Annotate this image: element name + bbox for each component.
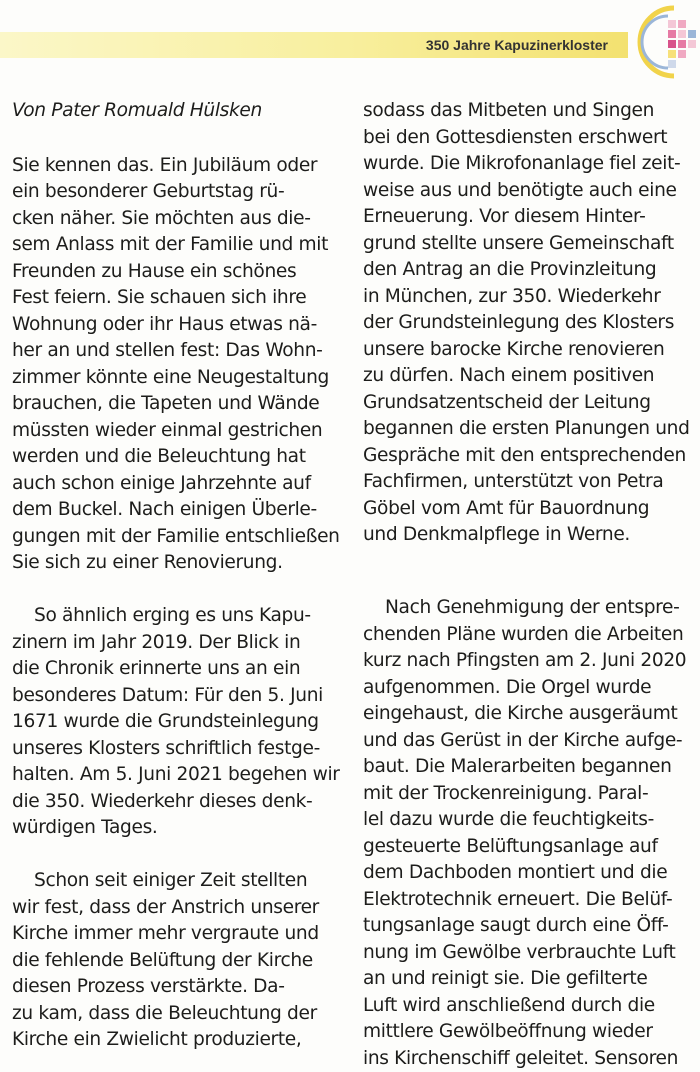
running-header-title: 350 Jahre Kapuzinerkloster xyxy=(425,37,608,53)
paragraph: Schon seit einiger Zeit stellten wir fest, dass der Anstrich unserer Kirche immer mehr vergraute und die fehlende Belüftung der Kirche diesen Prozess verstärkte. Da- zu kam, dass die Beleuchtung der Kirche ein Zwielicht produzierte, xyxy=(12,870,319,1050)
paragraph: sodass das Mitbeten und Singen bei den Gottesdiensten erschwert wurde. Die Mikrofonanlage fiel zeit- weise aus und benötigte auch eine Erneuerung. Vor diesem Hinter- grund stellte unsere Gemeinschaft den Antrag an die Provinzleitung in München, zur 350. Wiederkehr der Grundsteinlegung des Klosters unsere barocke Kirche renovieren zu dürfen. Nach einem positiven Grundsatzentscheid der Leitung begannen die ersten Planungen und Gespräche mit den entsprechenden Fachfirmen, unterstützt von Petra Göbel vom Amt für Bauordnung und Denkmalpflege in Werne. xyxy=(363,100,690,545)
kloster-logo-icon xyxy=(628,2,698,82)
article-left-column xyxy=(12,98,342,1054)
article-right-column xyxy=(363,98,693,1072)
paragraph: Nach Genehmigung der entspre- chenden Pläne wurden die Arbeiten kurz nach Pfingsten am 2. Juni 2020 aufgenommen. Die Orgel wurde eingehaust, die Kirche ausgeräumt und das Gerüst in der Kirche aufge- baut. Die Malerarbeiten begannen mit der Trockenreinigung. Paral- lel dazu wurde die feuchtigkeits- gesteuerte Belüftungsanlage auf dem Dachboden montiert und die Elektrotechnik erneuert. Die Belüf- tungsanlage saugt durch eine Öff- nung im Gewölbe verbrauchte Luft an und reinigt sie. Die gefilterte Luft wird anschließend durch die mittlere Gewölbeöffnung wieder ins Kirchenschiff geleitet. Sensoren xyxy=(363,597,687,1069)
paragraph: Sie kennen das. Ein Jubiläum oder ein besonderer Geburtstag rü- cken näher. Sie möchten aus die- sem Anlass mit der Familie und mit Freunden zu Hause ein schönes Fest feiern. Sie schauen sich ihre Wohnung oder ihr Haus etwas nä- her an und stellen fest: Das Wohn- zimmer könnte eine Neugestaltung brauchen, die Tapeten und Wände müssten wieder einmal gestrichen werden und die Beleuchtung hat auch schon einige Jahrzehnte auf dem Buckel. Nach einigen Überle- gungen mit der Familie entschließen Sie sich zu einer Renovierung. xyxy=(12,154,340,573)
author-byline: Von Pater Romuald Hülsken xyxy=(12,100,262,121)
paragraph: So ähnlich erging es uns Kapu- zinern im Jahr 2019. Der Blick in die Chronik erinnerte uns an ein besonderes Datum: Für den 5. Juni 1671 wurde die Grundsteinlegung unseres Klosters schriftlich festge- halten. Am 5. Juni 2021 begehen wir die 350. Wiederkehr dieses denk- würdigen Tages. xyxy=(12,605,340,838)
